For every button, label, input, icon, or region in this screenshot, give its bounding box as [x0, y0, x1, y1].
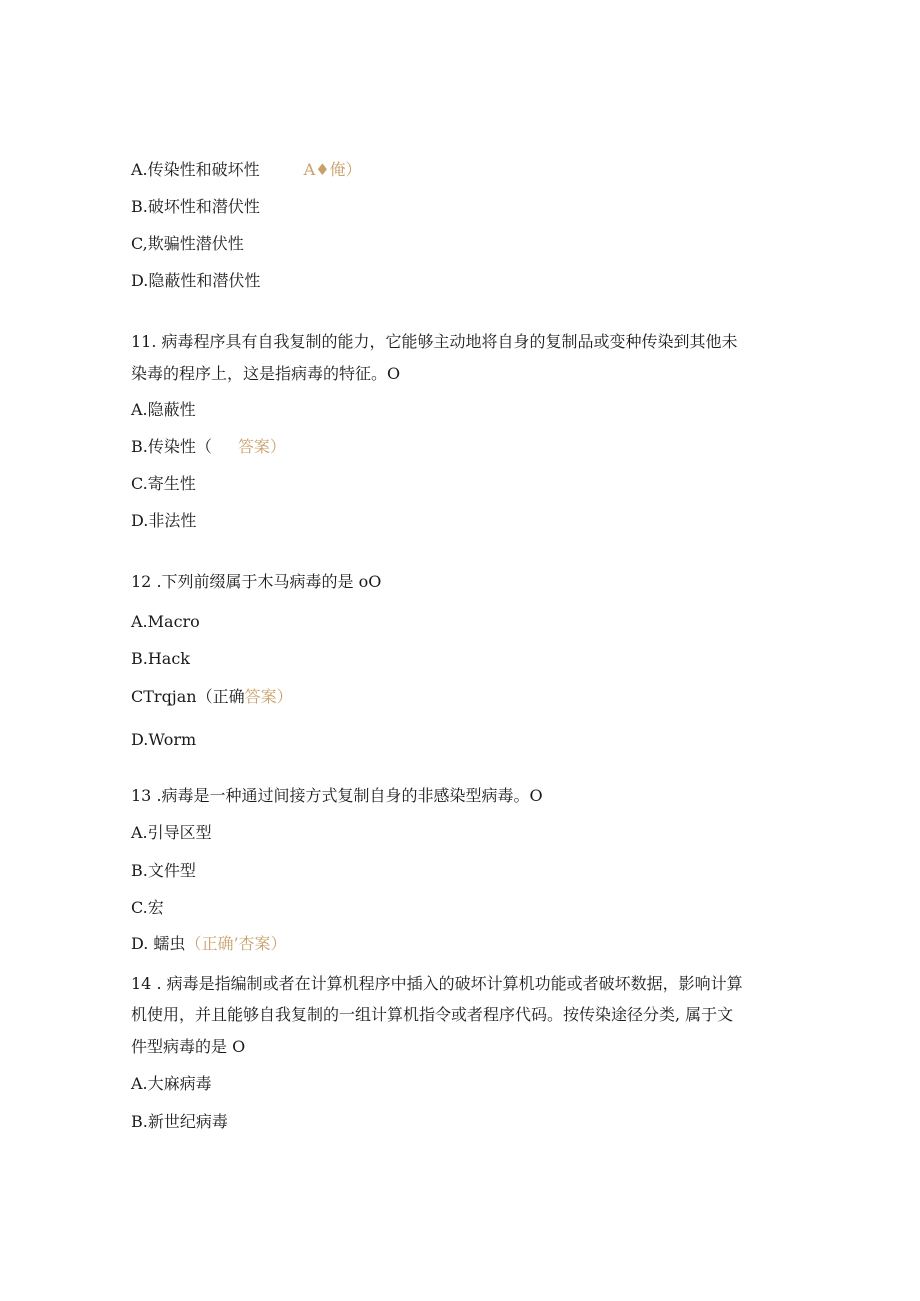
q14-option-a: A.大麻病毒	[131, 1074, 212, 1093]
q12-stem: 12 .下列前缀属于木马病毒的是 oO	[131, 572, 382, 591]
q12-option-c	[131, 687, 293, 707]
q13-option-c: C.宏	[131, 898, 164, 917]
q13-option-b: B.文件型	[131, 861, 196, 880]
option-text: B.传染性（	[131, 437, 212, 456]
q14-option-b: B.新世纪病毒	[131, 1112, 228, 1131]
option-text: CTrqjan（正确	[131, 687, 245, 706]
q11-stem-line-2: 染毒的程序上，这是指病毒的特征。O	[131, 364, 401, 383]
q14-stem-line-3: 件型病毒的是 O	[131, 1037, 246, 1056]
q14-stem-line-1: 14 . 病毒是指编制或者在计算机程序中插入的破坏计算机功能或者破坏数据，影响计算	[131, 974, 743, 993]
option-text: D. 蠕虫	[131, 934, 186, 953]
q10-option-d: D.隐蔽性和潜伏性	[131, 271, 261, 290]
q10-option-a	[131, 160, 362, 180]
q12-option-b: B.Hack	[131, 649, 190, 668]
q10-option-c: C,欺骗性潜伏性	[131, 234, 244, 253]
q11-option-d: D.非法性	[131, 511, 197, 530]
q11-option-a: A.隐蔽性	[131, 400, 196, 419]
q12-option-a: A.Macro	[131, 612, 200, 631]
q11-option-b	[131, 437, 286, 457]
q13-stem: 13 .病毒是一种通过间接方式复制自身的非感染型病毒。O	[131, 786, 543, 805]
q13-option-a: A.引导区型	[131, 823, 212, 842]
q11-stem-line-1: 11. 病毒程序具有自我复制的能力，它能够主动地将自身的复制品或变种传染到其他未	[131, 332, 738, 351]
q12-option-d: D.Worm	[131, 730, 197, 749]
q14-stem-line-2: 机使用，并且能够自我复制的一组计算机指令或者程序代码。按传染途径分类, 属于文	[131, 1005, 734, 1024]
answer-mark: 答案）	[237, 437, 286, 456]
q13-option-d	[131, 934, 287, 954]
answer-mark: （正确’杏案）	[185, 934, 287, 953]
option-text: A.传染性和破坏性	[131, 160, 260, 179]
q11-option-c: C.寄生性	[131, 474, 196, 493]
q10-option-b: B.破坏性和潜伏性	[131, 197, 260, 216]
answer-mark: 答案）	[244, 687, 293, 706]
answer-mark: A♦俺）	[303, 160, 362, 179]
